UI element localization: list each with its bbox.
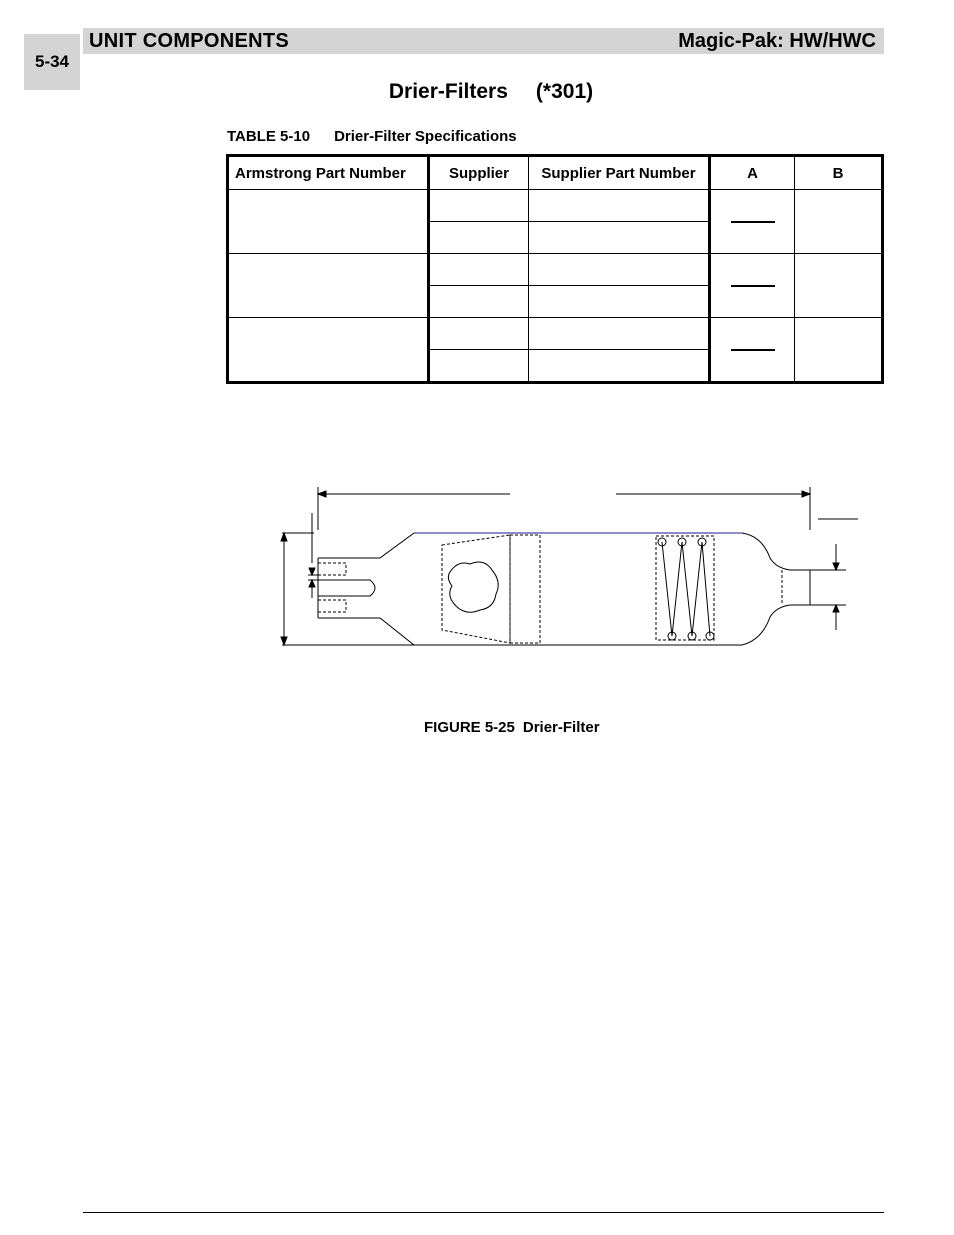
figure-caption-id: FIGURE 5-25 (424, 719, 515, 736)
section-title-name: Drier-Filters (388, 80, 508, 103)
supplier-part-cell (529, 318, 710, 350)
drier-filter-drawing (270, 480, 870, 660)
table-row (228, 190, 883, 222)
fraction-bar (731, 285, 775, 287)
slot-width-dimension (308, 513, 318, 598)
supplier-part-cell (529, 190, 710, 222)
table-caption (227, 128, 517, 145)
header-product-name: Magic-Pak: HW/HWC (678, 30, 876, 52)
filter-body (318, 533, 810, 645)
spring-section (656, 536, 714, 640)
page-number: 5-34 (24, 34, 80, 90)
dimension-b-cell (795, 190, 883, 254)
header-section-title: UNIT COMPONENTS (89, 30, 290, 52)
table-row (228, 254, 883, 286)
fraction-bar (731, 349, 775, 351)
body-diameter-dimension (281, 533, 414, 645)
column-header-supplier: Supplier (429, 156, 529, 190)
supplier-part-cell (529, 350, 710, 383)
armstrong-part-cell (228, 318, 429, 383)
supplier-cell (429, 318, 529, 350)
supplier-cell (429, 350, 529, 383)
figure-caption (424, 719, 600, 736)
supplier-cell (429, 190, 529, 222)
section-title-code: (*301) (535, 80, 594, 103)
column-header-a: A (710, 156, 795, 190)
column-header-supplier-part-number: Supplier Part Number (529, 156, 710, 190)
dimension-a-cell (710, 318, 795, 383)
table-row (228, 318, 883, 350)
footer-rule (83, 1212, 884, 1213)
length-dimension (318, 487, 810, 530)
table-caption-title: Drier-Filter Specifications (334, 128, 517, 145)
dimension-a-cell (710, 254, 795, 318)
supplier-part-cell (529, 254, 710, 286)
dimension-b-cell (795, 254, 883, 318)
drier-filter-spec-table (226, 154, 884, 384)
fraction-bar (731, 221, 775, 223)
cutaway-icon (448, 562, 498, 612)
supplier-part-cell (529, 222, 710, 254)
supplier-cell (429, 254, 529, 286)
dimension-b-cell (795, 318, 883, 383)
desiccant-core (442, 535, 540, 643)
inlet-fitting (318, 563, 375, 612)
dimension-a-cell (710, 190, 795, 254)
table-header-row (228, 156, 883, 190)
supplier-part-cell (529, 286, 710, 318)
column-header-b: B (795, 156, 883, 190)
armstrong-part-cell (228, 190, 429, 254)
section-title (0, 80, 954, 104)
armstrong-part-cell (228, 254, 429, 318)
running-header (83, 28, 884, 54)
table-caption-id: TABLE 5-10 (227, 128, 311, 145)
outlet-diameter-dimension (810, 544, 846, 630)
supplier-cell (429, 286, 529, 318)
figure-caption-title: Drier-Filter (522, 719, 600, 736)
column-header-armstrong-part-number: Armstrong Part Number (228, 156, 429, 190)
supplier-cell (429, 222, 529, 254)
